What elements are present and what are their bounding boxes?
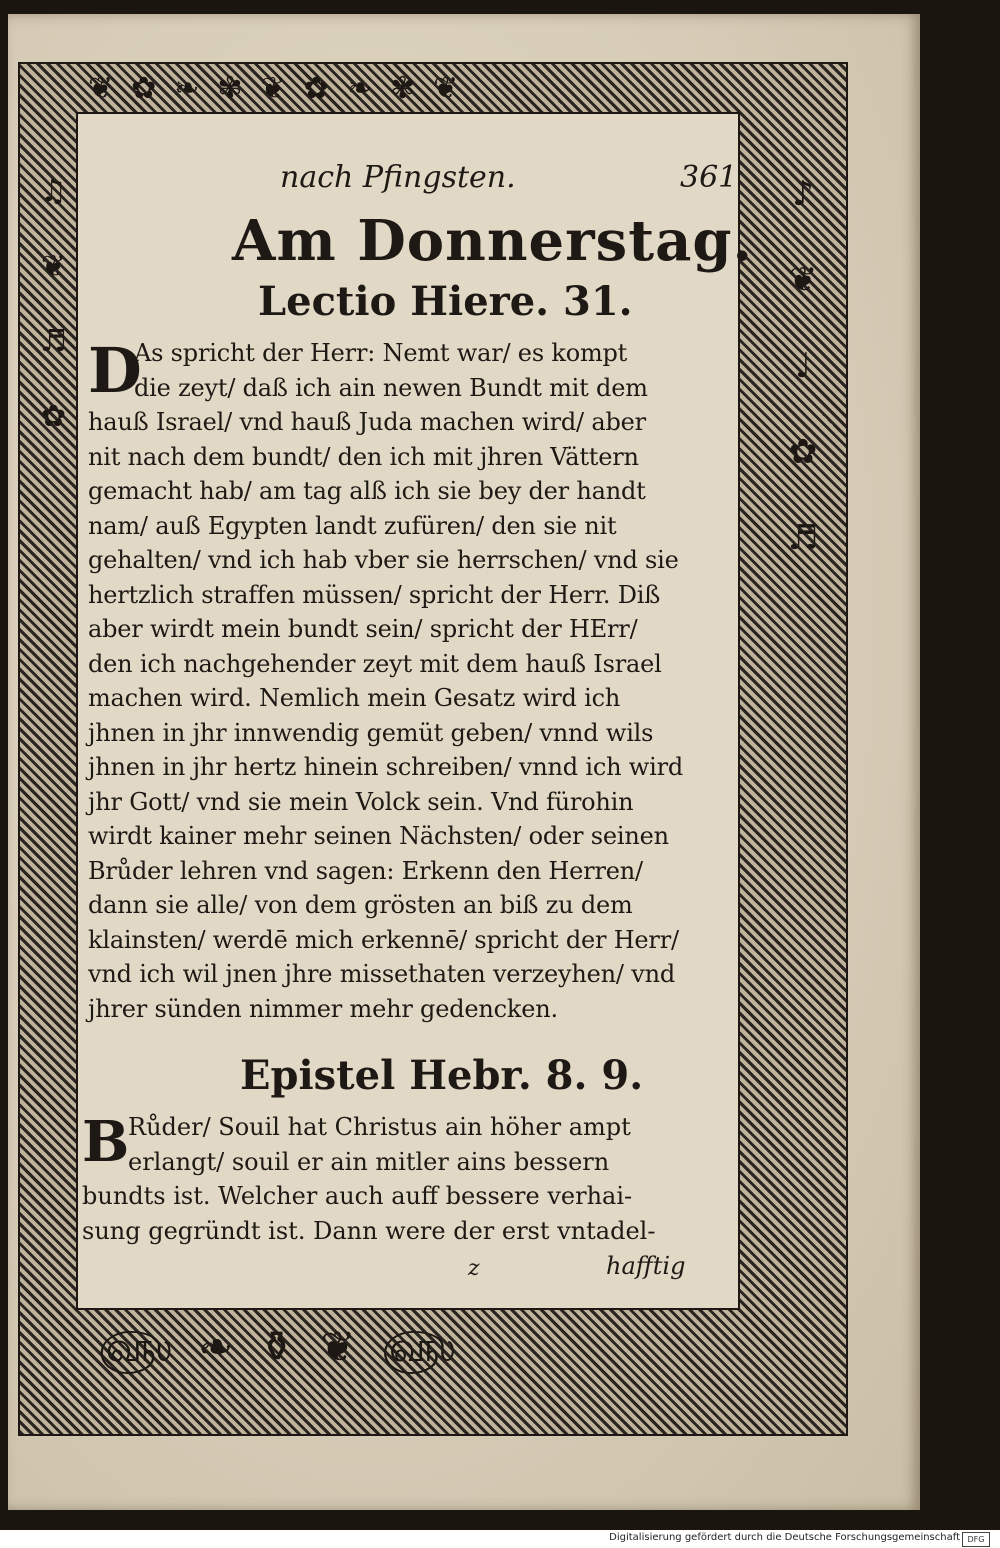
- section-heading: Am Donnerstag.: [232, 208, 754, 274]
- text-line: jhnen in jhr hertz hinein schreiben/ vnnd ich wird: [88, 753, 684, 781]
- text-line: gehalten/ vnd ich hab vber sie herrschen/ vnd sie: [88, 546, 679, 574]
- text-line: jhnen in jhr innwendig gemüt geben/ vnnd wils: [88, 718, 654, 747]
- epistel-title: Epistel Hebr. 8. 9.: [240, 1052, 644, 1099]
- text-line: hertzlich straffen müssen/ spricht der Herr. Diß: [88, 580, 661, 609]
- ornament-bottom-frieze: ௵❧⚱❦௵: [98, 1322, 482, 1371]
- text-line: vnd ich wil jnen jhre missethaten verzeyhen/ vnd: [88, 960, 675, 988]
- lection-title: Lectio Hiere. 31.: [258, 278, 633, 325]
- text-line: den ich nachgehender zeyt mit dem hauß Israel: [88, 649, 662, 678]
- text-line: machen wird. Nemlich mein Gesatz wird ich: [88, 684, 621, 712]
- text-line: sung gegründt ist. Dann were der erst vntadel-: [82, 1216, 656, 1245]
- dfg-logo: DFG: [962, 1532, 990, 1547]
- text-line: Růder/ Souil hat Christus ain höher ampt: [128, 1113, 631, 1141]
- text-line: gemacht hab/ am tag alß ich sie bey der handt: [88, 477, 646, 505]
- text-line: bundts ist. Welcher auch auff bessere verhai-: [82, 1182, 633, 1210]
- signature-mark: z: [468, 1256, 480, 1281]
- running-head: nach Pfingsten.: [280, 160, 516, 195]
- catchword: hafftig: [606, 1252, 686, 1280]
- text-line: As spricht der Herr: Nemt war/ es kompt: [134, 339, 628, 367]
- ornament-top-frieze: ❦✿❧✾❦✿❧✾❦: [88, 71, 477, 106]
- text-line: die zeyt/ daß ich ain newen Bundt mit dem: [134, 373, 648, 402]
- drop-initial-b: B: [82, 1109, 130, 1175]
- text-line: nam/ auß Egypten landt zufüren/ den sie nit: [88, 511, 617, 540]
- text-line: hauß Israel/ vnd hauß Juda machen wird/ aber: [88, 408, 646, 436]
- text-line: dann sie alle/ von dem grösten an biß zu dem: [88, 891, 633, 919]
- drop-initial-d: D: [88, 334, 142, 407]
- text-line: aber wirdt mein bundt sein/ spricht der HErr/: [88, 615, 638, 643]
- ornament-right-instruments: ♪❦♩✿♬: [783, 174, 823, 604]
- text-line: jhrer sünden nimmer mehr gedencken.: [88, 994, 558, 1023]
- text-line: nit nach dem bundt/ den ich mit jhren Vättern: [88, 442, 639, 471]
- text-line: klainsten/ werdē mich erkennē/ spricht der Herr/: [88, 925, 679, 954]
- text-line: wirdt kainer mehr seinen Nächsten/ oder seinen: [88, 822, 669, 850]
- text-line: erlangt/ souil er ain mitler ains bessern: [128, 1147, 610, 1176]
- text-line: jhr Gott/ vnd sie mein Volck sein. Vnd fürohin: [88, 787, 634, 816]
- lection-text: [88, 336, 728, 1026]
- folio-number: 361: [680, 160, 738, 195]
- epistel-text: [82, 1110, 722, 1248]
- footer-credit: Digitalisierung gefördert durch die Deutsche Forschungsgemeinschaft: [609, 1532, 960, 1543]
- ornament-left-instruments: ♫❦♬✿: [36, 174, 71, 474]
- text-line: Brůder lehren vnd sagen: Erkenn den Herren/: [88, 856, 643, 885]
